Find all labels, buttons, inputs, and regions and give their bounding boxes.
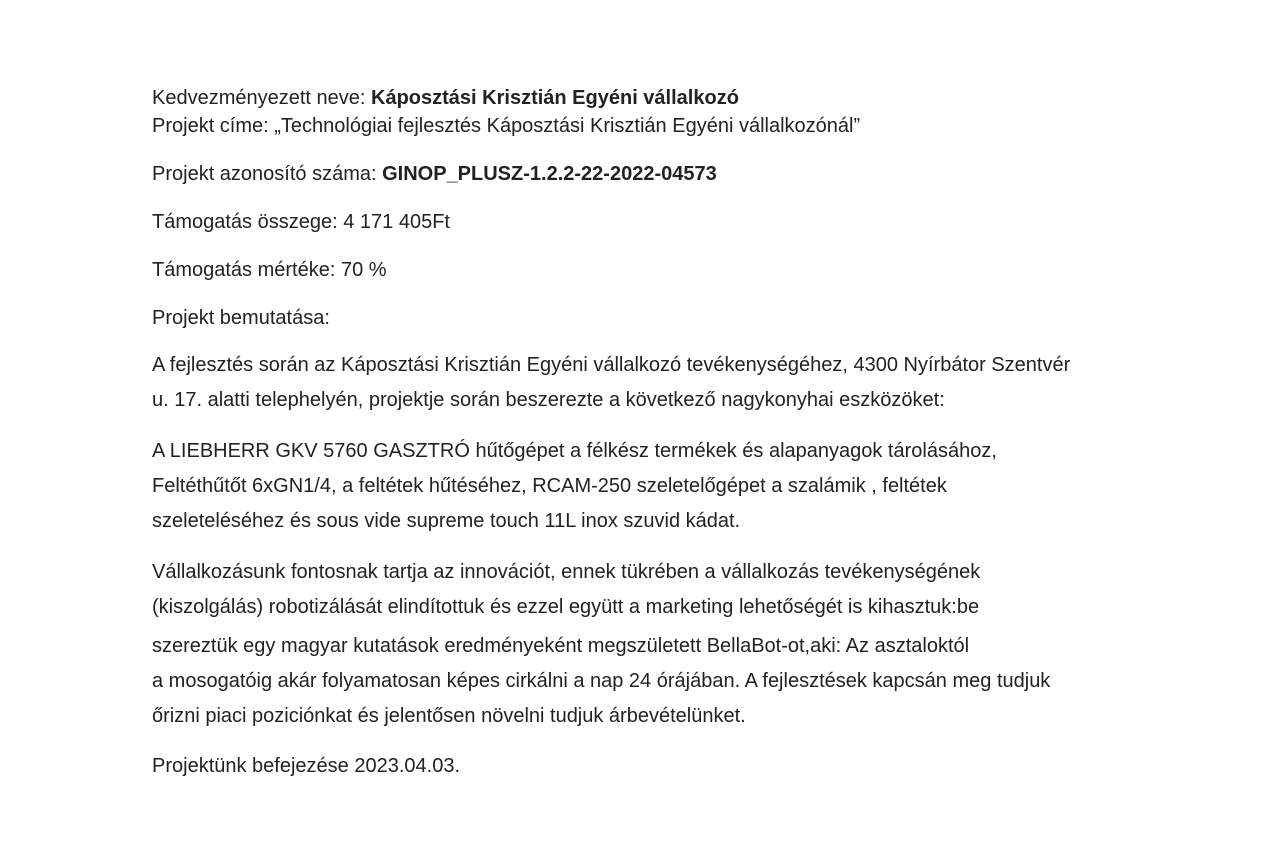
paragraph-line: u. 17. alatti telephelyén, projektje során beszerezte a következő nagykonyhai eszközöket: <box>152 389 945 411</box>
paragraph-line: őrizni piaci poziciónkat és jelentősen növelni tudjuk árbevételünket. <box>152 705 746 727</box>
project-title-label: Projekt címe: <box>152 115 275 137</box>
grant-amount-line <box>152 208 1152 236</box>
paragraph-line: a mosogatóig akár folyamatosan képes cirkálni a nap 24 órájában. A fejlesztések kapcsán meg tudjuk <box>152 670 1051 692</box>
grant-rate-label: Támogatás mértéke: <box>152 259 341 281</box>
grant-amount-value: 4 171 405Ft <box>343 211 450 233</box>
project-title-value: „Technológiai fejlesztés Káposztási Krisztián Egyéni vállalkozónál” <box>274 115 861 137</box>
grant-rate-line <box>152 256 1152 284</box>
beneficiary-name-line <box>152 84 1152 112</box>
paragraph-line: (kiszolgálás) robotizálását elindítottuk és ezzel együtt a marketing lehetőségét is kihasztuk:be <box>152 596 980 618</box>
paragraph-line: A LIEBHERR GKV 5760 GASZTRÓ hűtőgépet a félkész termékek és alapanyagok tárolásához, <box>152 440 997 462</box>
project-id-line <box>152 160 1152 188</box>
project-id-value: GINOP_PLUSZ-1.2.2-22-2022-04573 <box>382 163 717 185</box>
project-title-line <box>152 112 1152 140</box>
paragraph-line: A fejlesztés során az Káposztási Krisztián Egyéni vállalkozó tevékenységéhez, 4300 Nyírbátor Szentvér <box>152 354 1071 376</box>
paragraph-equipment <box>152 434 1152 539</box>
paragraph-line: Feltéthűtőt 6xGN1/4, a feltétek hűtéséhez, RCAM-250 szeletelőgépet a szalámik , feltétek <box>152 475 947 497</box>
paragraph-line: Vállalkozásunk fontosnak tartja az innovációt, ennek tükrében a vállalkozás tevékenységének <box>152 561 981 583</box>
beneficiary-label: Kedvezményezett neve: <box>152 87 372 109</box>
document-body <box>152 84 1152 780</box>
paragraph-development <box>152 348 1152 418</box>
description-heading: Projekt bemutatása: <box>152 307 330 329</box>
grant-amount-label: Támogatás összege: <box>152 211 344 233</box>
paragraph-line: szeleteléséhez és sous vide supreme touch 11L inox szuvid kádat. <box>152 510 741 532</box>
paragraph-line: szereztük egy magyar kutatások eredményeként megszületett BellaBot-ot,aki: Az asztaloktól <box>152 635 970 657</box>
grant-rate-value: 70 % <box>340 259 387 281</box>
completion-date-line: Projektünk befejezése 2023.04.03. <box>152 755 460 777</box>
beneficiary-value: Káposztási Krisztián Egyéni vállalkozó <box>371 87 739 109</box>
project-id-label: Projekt azonosító száma: <box>152 163 383 185</box>
paragraph-innovation <box>152 555 1152 734</box>
